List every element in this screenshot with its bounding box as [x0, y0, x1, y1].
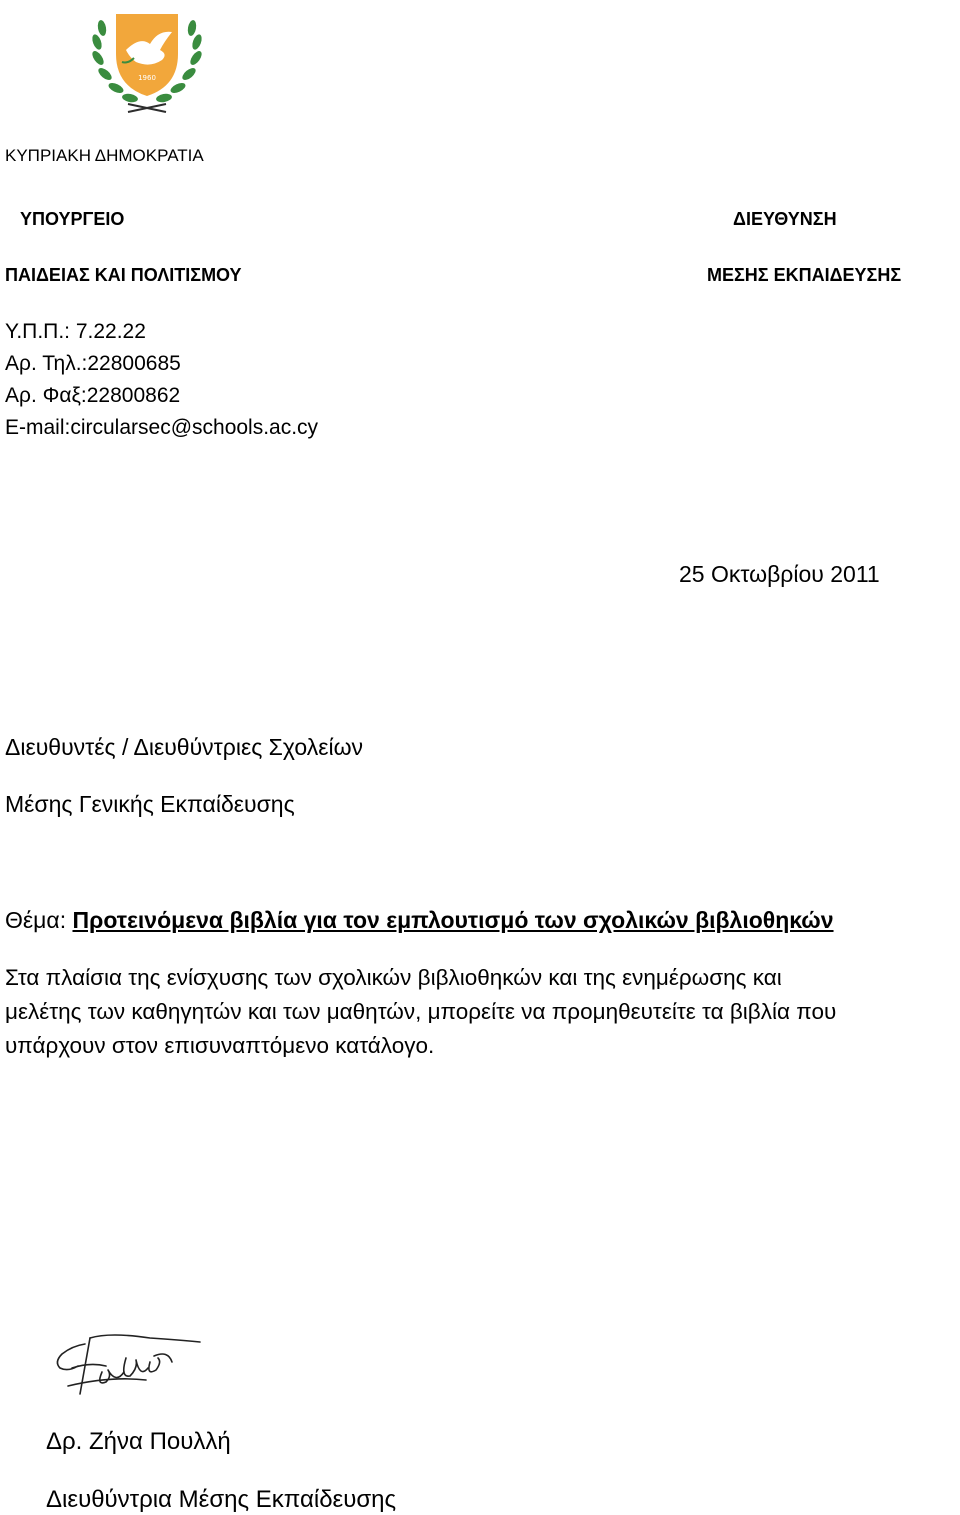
signatory-name: Δρ. Ζήνα Πουλλή — [46, 1428, 231, 1455]
recipient-line1: Διευθυντές / Διευθύντριες Σχολείων — [5, 734, 364, 760]
body-line: μελέτης των καθηγητών και των μαθητών, μπορείτε να προμηθευτείτε τα βιβλία που — [5, 999, 837, 1024]
signature-icon — [50, 1328, 205, 1400]
country-name: ΚΥΠΡΙΑΚΗ ΔΗΜΟΚΡΑΤΙΑ — [5, 146, 204, 165]
directorate-name-line1: ΔΙΕΥΘΥΝΣΗ — [733, 209, 837, 229]
body-line: Στα πλαίσια της ενίσχυσης των σχολικών βιβλιοθηκών και της ενημέρωσης και — [5, 965, 782, 990]
subject-text: Προτεινόμενα βιβλία για τον εμπλουτισμό των σχολικών βιβλιοθηκών — [72, 907, 834, 933]
body-line: υπάρχουν στον επισυναπτόμενο κατάλογο. — [5, 1033, 435, 1058]
phone-number: Αρ. Τηλ.:22800685 — [5, 352, 181, 375]
letter-date: 25 Οκτωβρίου 2011 — [679, 561, 880, 587]
coat-of-arms-icon — [88, 8, 206, 116]
ministry-name-line2: ΠΑΙΔΕΙΑΣ ΚΑΙ ΠΟΛΙΤΙΣΜΟΥ — [5, 265, 242, 285]
subject-line — [5, 907, 834, 934]
fax-number: Αρ. Φαξ:22800862 — [5, 384, 181, 407]
reference-number: Υ.Π.Π.: 7.22.22 — [5, 320, 146, 343]
ministry-name-line1: ΥΠΟΥΡΓΕΙΟ — [20, 209, 125, 229]
subject-label: Θέμα: — [5, 907, 73, 933]
signatory-title: Διευθύντρια Μέσης Εκπαίδευσης — [46, 1486, 397, 1513]
emblem-year-text: 1960 — [138, 74, 156, 82]
recipient-line2: Μέσης Γενικής Εκπαίδευσης — [5, 791, 295, 817]
directorate-name-line2: ΜΕΣΗΣ ΕΚΠΑΙΔΕΥΣΗΣ — [707, 265, 902, 285]
email-address: E-mail:circularsec@schools.ac.cy — [5, 416, 319, 439]
